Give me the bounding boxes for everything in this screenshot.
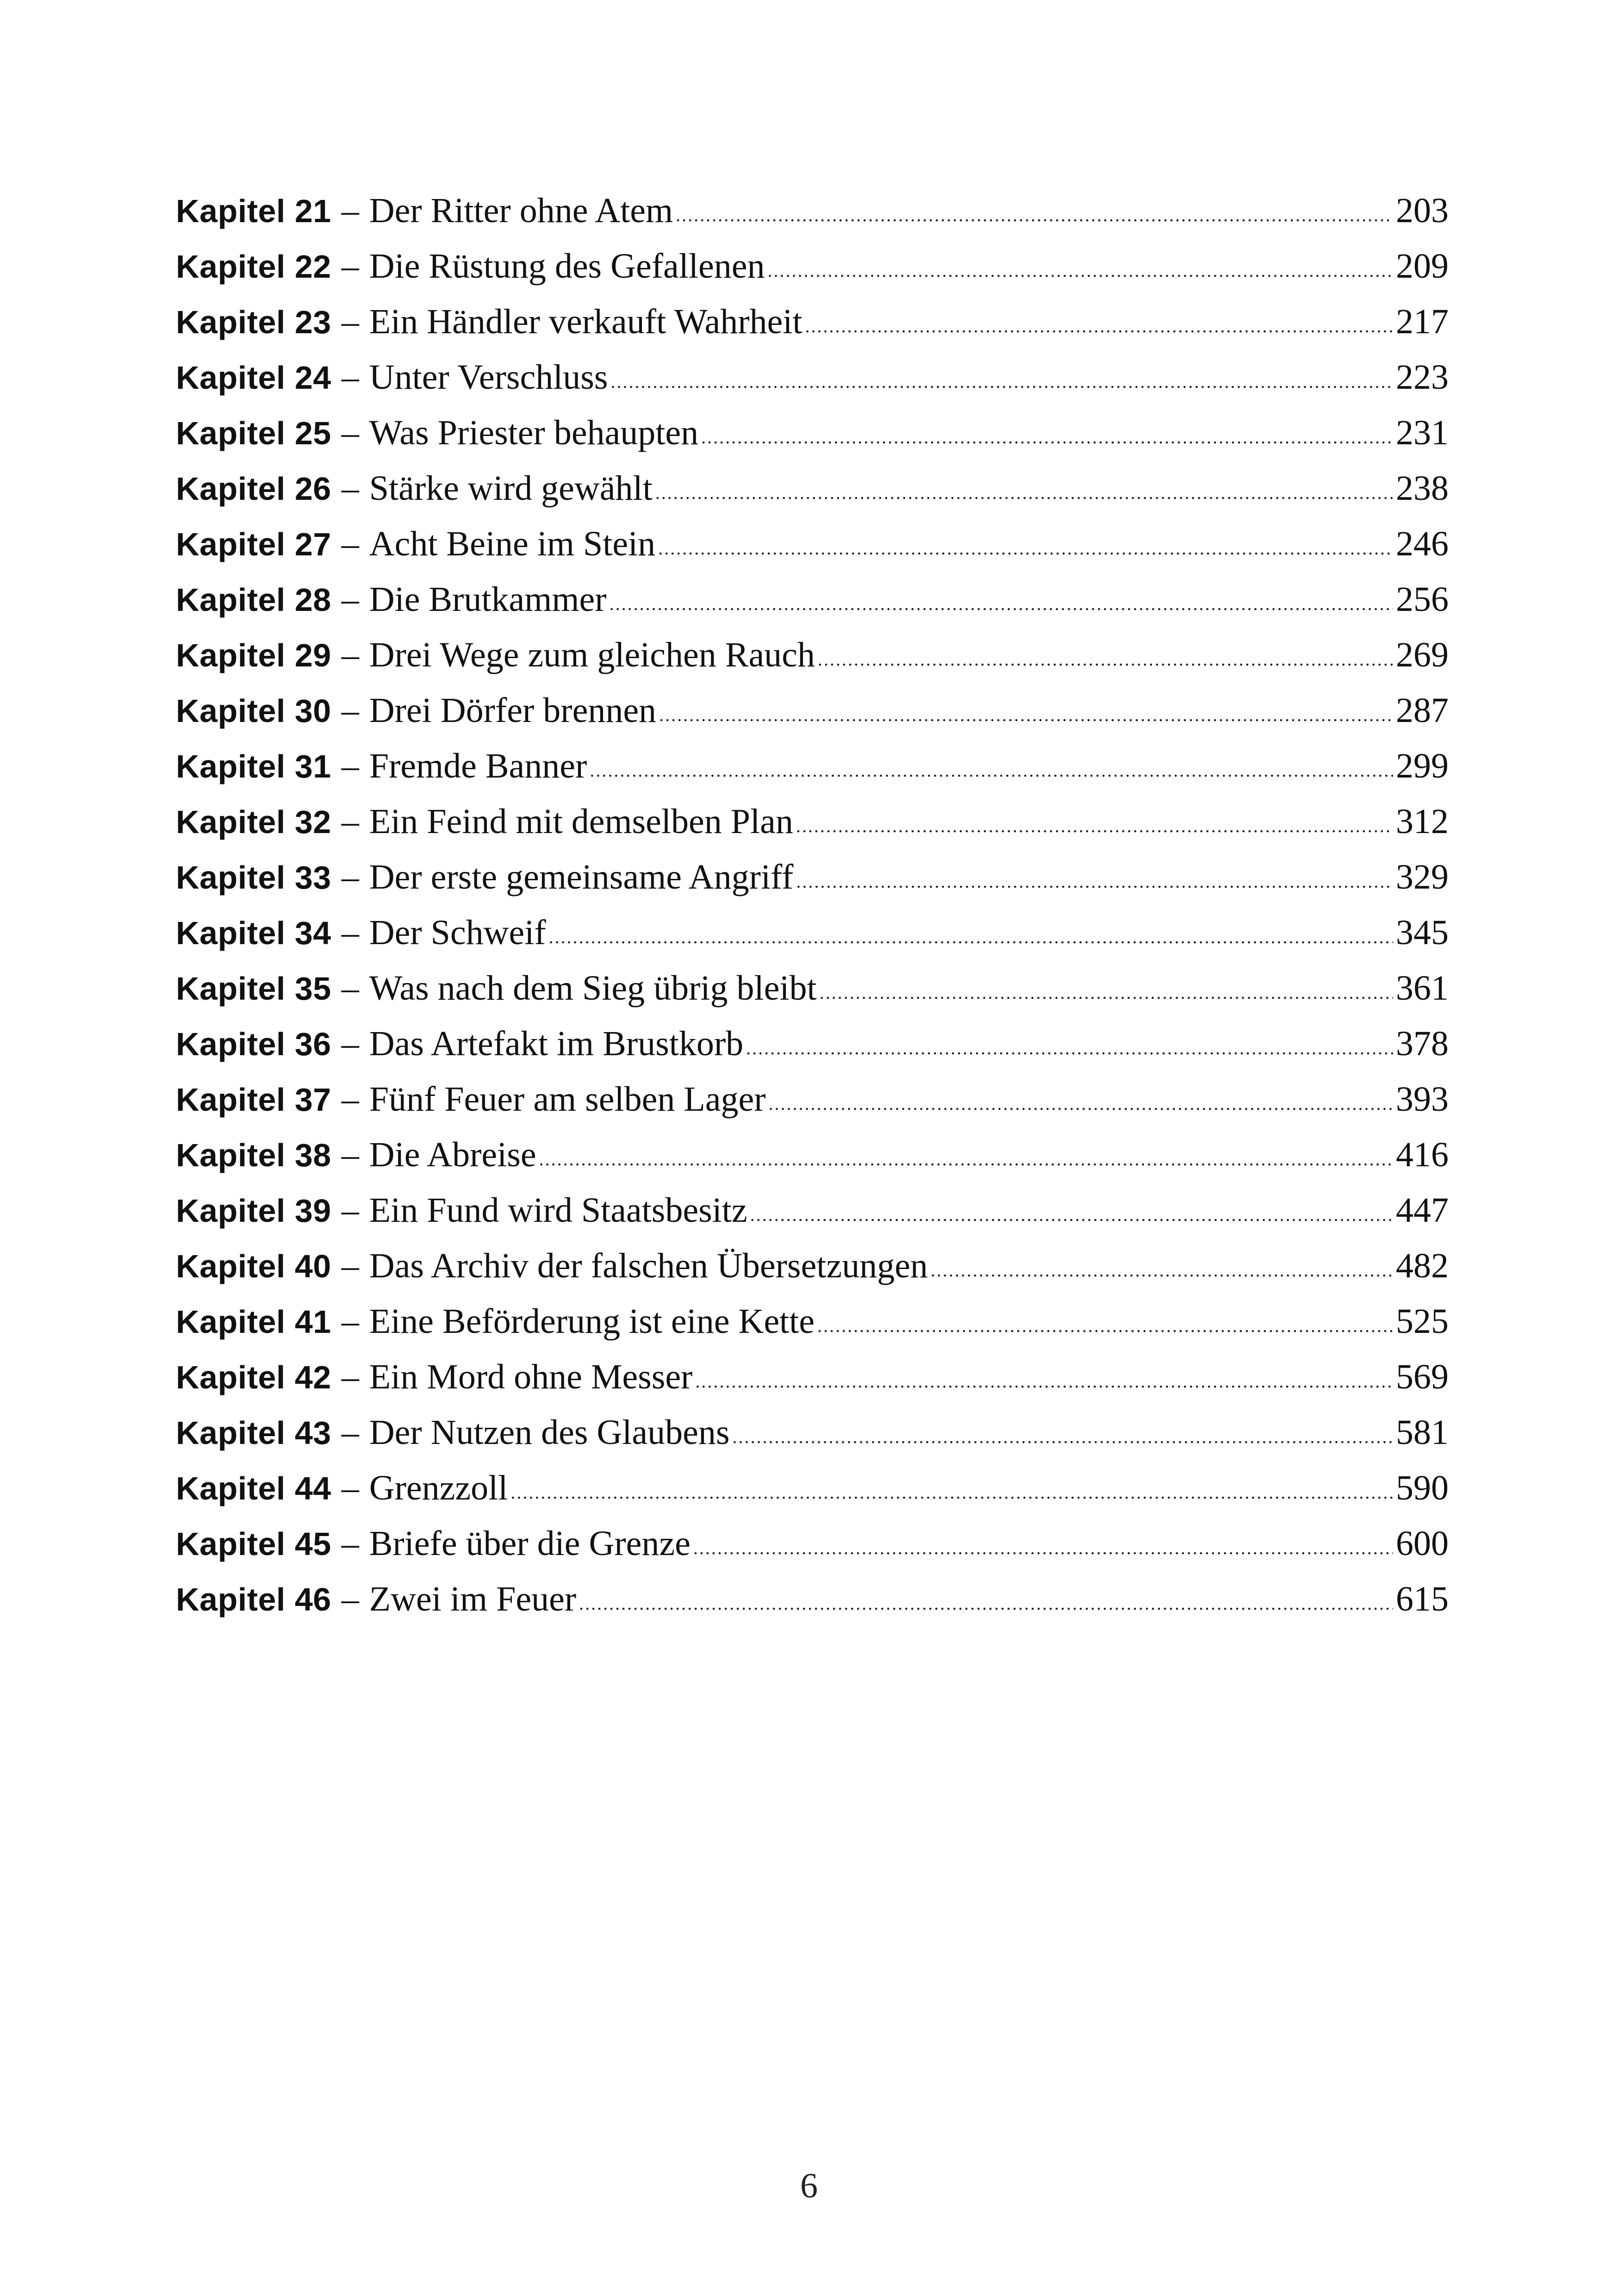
title-separator: –	[341, 858, 359, 896]
chapter-page-ref: 312	[1396, 802, 1449, 841]
chapter-number: Kapitel 45	[176, 1526, 331, 1562]
dot-leader	[676, 182, 1393, 243]
chapter-page-ref: 590	[1396, 1468, 1449, 1507]
chapter-number: Kapitel 30	[176, 693, 331, 729]
title-separator: –	[341, 969, 359, 1008]
chapter-title: Die Rüstung des Gefallenen	[369, 247, 765, 286]
dot-leader	[746, 1015, 1393, 1076]
chapter-number: Kapitel 38	[176, 1137, 331, 1173]
chapter-title: Das Archiv der falschen Übersetzungen	[369, 1246, 928, 1285]
chapter-page-ref: 569	[1396, 1357, 1449, 1396]
chapter-number: Kapitel 31	[176, 748, 331, 784]
dot-leader	[695, 1348, 1393, 1409]
chapter-page-ref: 256	[1396, 580, 1449, 619]
chapter-title: Acht Beine im Stein	[369, 524, 656, 563]
chapter-number: Kapitel 26	[176, 471, 331, 507]
chapter-number: Kapitel 25	[176, 415, 331, 451]
chapter-page-ref: 217	[1396, 302, 1449, 341]
page-number: 6	[800, 2166, 818, 2205]
chapter-page-ref: 393	[1396, 1080, 1449, 1119]
toc-entry[interactable]	[176, 405, 1449, 460]
dot-leader	[767, 237, 1393, 299]
toc-entry[interactable]	[176, 627, 1449, 683]
chapter-number: Kapitel 44	[176, 1470, 331, 1506]
chapter-page-ref: 238	[1396, 469, 1449, 508]
title-separator: –	[341, 469, 359, 508]
dot-leader	[805, 293, 1394, 354]
chapter-title: Drei Dörfer brennen	[369, 691, 657, 730]
title-separator: –	[341, 524, 359, 563]
title-separator: –	[341, 1468, 359, 1507]
dot-leader	[818, 626, 1393, 687]
dot-leader	[549, 904, 1393, 965]
chapter-page-ref: 600	[1396, 1524, 1449, 1563]
chapter-title: Der Ritter ohne Atem	[369, 191, 673, 230]
chapter-title: Der Schweif	[369, 913, 546, 952]
title-separator: –	[341, 1135, 359, 1174]
title-separator: –	[341, 1413, 359, 1452]
chapter-page-ref: 482	[1396, 1246, 1449, 1285]
dot-leader	[590, 737, 1393, 798]
toc-entry[interactable]	[176, 183, 1449, 238]
toc-entry[interactable]	[176, 738, 1449, 794]
title-separator: –	[341, 302, 359, 341]
dot-leader	[510, 1459, 1393, 1520]
chapter-page-ref: 246	[1396, 524, 1449, 563]
chapter-page-ref: 329	[1396, 858, 1449, 896]
chapter-number: Kapitel 43	[176, 1415, 331, 1451]
chapter-number: Kapitel 21	[176, 193, 331, 229]
chapter-title: Ein Feind mit demselben Plan	[369, 802, 793, 841]
toc-entry[interactable]	[176, 1127, 1449, 1182]
chapter-page-ref: 378	[1396, 1024, 1449, 1063]
chapter-title: Stärke wird gewählt	[369, 469, 653, 508]
chapter-number: Kapitel 41	[176, 1304, 331, 1340]
title-separator: –	[341, 1357, 359, 1396]
chapter-title: Briefe über die Grenze	[369, 1524, 691, 1563]
title-separator: –	[341, 191, 359, 230]
chapter-number: Kapitel 29	[176, 637, 331, 673]
title-separator: –	[341, 691, 359, 730]
dot-leader	[539, 1126, 1393, 1187]
chapter-title: Eine Beförderung ist eine Kette	[369, 1302, 815, 1341]
chapter-title: Das Artefakt im Brustkorb	[369, 1024, 744, 1063]
toc-entry[interactable]	[176, 238, 1449, 294]
chapter-page-ref: 209	[1396, 247, 1449, 286]
toc-entry[interactable]	[176, 960, 1449, 1016]
toc-entry[interactable]	[176, 849, 1449, 905]
title-separator: –	[341, 358, 359, 397]
title-separator: –	[341, 1191, 359, 1230]
toc-entry[interactable]	[176, 1571, 1449, 1627]
chapter-page-ref: 525	[1396, 1302, 1449, 1341]
dot-leader	[659, 682, 1393, 743]
chapter-title: Ein Fund wird Staatsbesitz	[369, 1191, 747, 1230]
title-separator: –	[341, 1580, 359, 1618]
chapter-number: Kapitel 33	[176, 859, 331, 896]
chapter-title: Ein Mord ohne Messer	[369, 1357, 693, 1396]
chapter-page-ref: 231	[1396, 413, 1449, 452]
chapter-title: Was nach dem Sieg übrig bleibt	[369, 969, 817, 1008]
dot-leader	[796, 793, 1393, 854]
chapter-number: Kapitel 27	[176, 526, 331, 562]
chapter-number: Kapitel 36	[176, 1026, 331, 1062]
toc-entry[interactable]	[176, 1294, 1449, 1349]
title-separator: –	[341, 1080, 359, 1119]
dot-leader	[610, 571, 1393, 632]
dot-leader	[820, 959, 1393, 1020]
toc-entry[interactable]	[176, 1516, 1449, 1571]
dot-leader	[817, 1293, 1393, 1354]
toc-entry[interactable]	[176, 516, 1449, 572]
chapter-number: Kapitel 32	[176, 804, 331, 840]
toc-entry[interactable]	[176, 1405, 1449, 1460]
chapter-page-ref: 345	[1396, 913, 1449, 952]
dot-leader	[931, 1237, 1393, 1298]
dot-leader	[750, 1182, 1393, 1243]
chapter-number: Kapitel 28	[176, 582, 331, 618]
chapter-number: Kapitel 46	[176, 1581, 331, 1618]
chapter-title: Was Priester behaupten	[369, 413, 699, 452]
chapter-number: Kapitel 40	[176, 1248, 331, 1284]
title-separator: –	[341, 635, 359, 674]
title-separator: –	[341, 1524, 359, 1563]
chapter-page-ref: 269	[1396, 635, 1449, 674]
toc-entry[interactable]	[176, 294, 1449, 349]
dot-leader	[658, 515, 1393, 576]
title-separator: –	[341, 247, 359, 286]
chapter-page-ref: 447	[1396, 1191, 1449, 1230]
table-of-contents	[176, 183, 1449, 1627]
chapter-number: Kapitel 42	[176, 1359, 331, 1395]
toc-entry[interactable]	[176, 683, 1449, 738]
chapter-title: Ein Händler verkauft Wahrheit	[369, 302, 803, 341]
chapter-number: Kapitel 22	[176, 249, 331, 285]
chapter-page-ref: 615	[1396, 1580, 1449, 1618]
toc-entry[interactable]	[176, 572, 1449, 627]
dot-leader	[655, 460, 1393, 521]
chapter-page-ref: 287	[1396, 691, 1449, 730]
title-separator: –	[341, 1246, 359, 1285]
toc-entry[interactable]	[176, 794, 1449, 849]
chapter-title: Der erste gemeinsame Angriff	[369, 858, 794, 896]
chapter-title: Der Nutzen des Glaubens	[369, 1413, 730, 1452]
title-separator: –	[341, 413, 359, 452]
chapter-page-ref: 581	[1396, 1413, 1449, 1452]
dot-leader	[769, 1070, 1393, 1132]
chapter-page-ref: 361	[1396, 969, 1449, 1008]
toc-entry[interactable]	[176, 349, 1449, 405]
title-separator: –	[341, 747, 359, 785]
title-separator: –	[341, 1024, 359, 1063]
dot-leader	[693, 1515, 1393, 1576]
chapter-number: Kapitel 24	[176, 360, 331, 396]
dot-leader	[732, 1404, 1393, 1465]
chapter-title: Die Abreise	[369, 1135, 536, 1174]
title-separator: –	[341, 913, 359, 952]
toc-entry[interactable]	[176, 905, 1449, 960]
chapter-page-ref: 416	[1396, 1135, 1449, 1174]
toc-entry[interactable]	[176, 460, 1449, 516]
chapter-title: Grenzzoll	[369, 1468, 508, 1507]
chapter-number: Kapitel 35	[176, 971, 331, 1007]
chapter-title: Unter Verschluss	[369, 358, 608, 397]
toc-entry[interactable]	[176, 1016, 1449, 1071]
dot-leader	[796, 848, 1393, 909]
chapter-page-ref: 299	[1396, 747, 1449, 785]
title-separator: –	[341, 1302, 359, 1341]
chapter-title: Fremde Banner	[369, 747, 587, 785]
chapter-title: Die Brutkammer	[369, 580, 607, 619]
chapter-number: Kapitel 39	[176, 1193, 331, 1229]
chapter-number: Kapitel 37	[176, 1082, 331, 1118]
chapter-number: Kapitel 34	[176, 915, 331, 951]
dot-leader	[610, 348, 1393, 410]
dot-leader	[579, 1570, 1393, 1631]
chapter-page-ref: 203	[1396, 191, 1449, 230]
title-separator: –	[341, 580, 359, 619]
toc-entry[interactable]	[176, 1349, 1449, 1405]
chapter-title: Zwei im Feuer	[369, 1580, 577, 1618]
chapter-title: Drei Wege zum gleichen Rauch	[369, 635, 815, 674]
toc-entry[interactable]	[176, 1238, 1449, 1294]
chapter-page-ref: 223	[1396, 358, 1449, 397]
toc-entry[interactable]	[176, 1071, 1449, 1127]
dot-leader	[701, 404, 1393, 465]
toc-entry[interactable]	[176, 1182, 1449, 1238]
chapter-title: Fünf Feuer am selben Lager	[369, 1080, 766, 1119]
title-separator: –	[341, 802, 359, 841]
toc-entry[interactable]	[176, 1460, 1449, 1516]
chapter-number: Kapitel 23	[176, 304, 331, 340]
